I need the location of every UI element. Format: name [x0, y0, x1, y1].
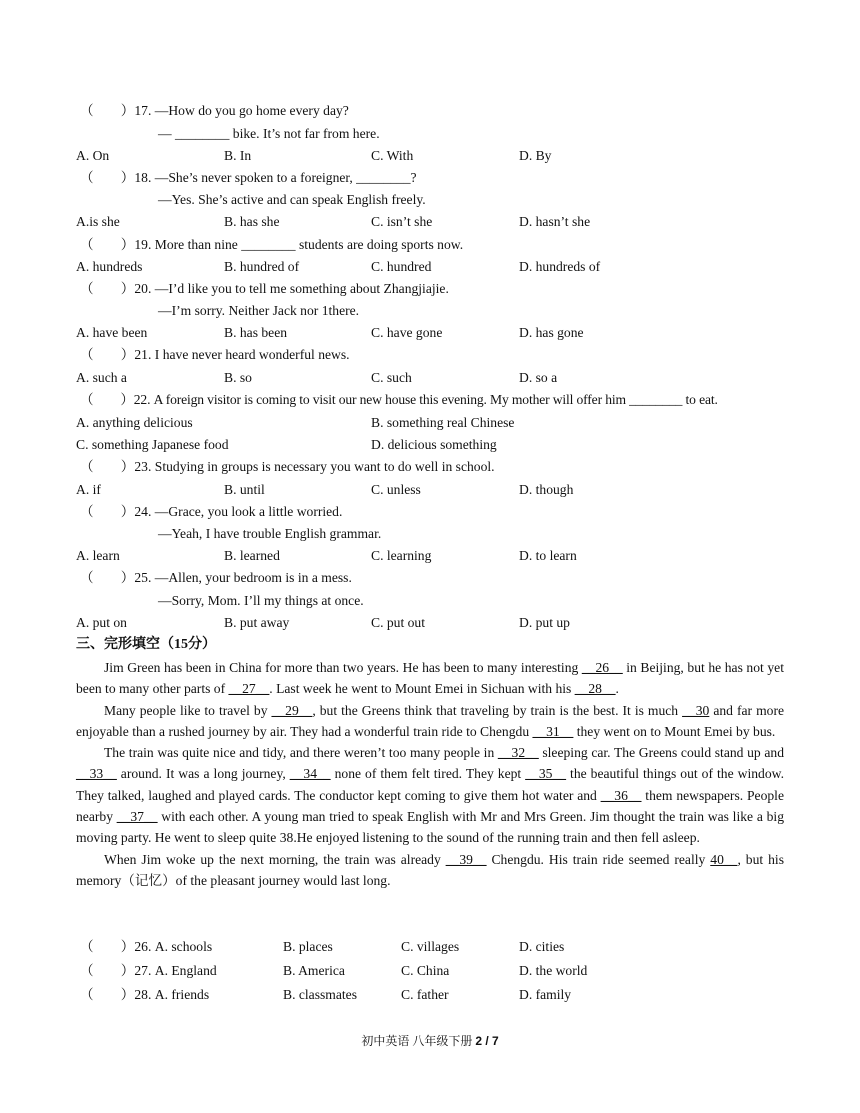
- question-23-stem: （ ）23. Studying in groups is necessary you want to do well in school.: [80, 459, 495, 474]
- footer-label: 初中英语 八年级下册: [361, 1034, 476, 1048]
- option-c: C. hundred: [371, 259, 432, 274]
- question-19-stem: （ ）19. More than nine ________ students are doing sports now.: [80, 237, 464, 252]
- option-b: B. In: [224, 148, 252, 163]
- option-d: D. to learn: [519, 548, 577, 563]
- option-d: D. delicious something: [371, 437, 497, 452]
- question-20-stem: （ ）20. —I’d like you to tell me something about Zhangjiajie.: [80, 281, 449, 296]
- option-a: A. such a: [76, 370, 127, 385]
- page-footer: [0, 1033, 860, 1049]
- text: , but the Greens think that traveling by train is the best. It is much: [312, 702, 683, 718]
- option-d: D. so a: [519, 370, 558, 385]
- question-18-stem: （ ）18. —She’s never spoken to a foreigner, ________?: [80, 170, 417, 185]
- text: they went on to Mount Emei by bus.: [573, 723, 776, 739]
- question-17-dialog: — ________ bike. It’s not far from here.: [158, 126, 380, 141]
- paragraph-3: [76, 742, 784, 848]
- question-24-dialog: —Yeah, I have trouble English grammar.: [158, 526, 382, 541]
- option-b: B. classmates: [283, 987, 357, 1002]
- option-d: D. has gone: [519, 325, 584, 340]
- blank-34: __34__: [289, 766, 331, 782]
- option-c: C. father: [401, 987, 449, 1002]
- text: . Last week he went to Mount Emei in Sichuan with his: [269, 681, 575, 697]
- blank-32: __32__: [497, 745, 539, 761]
- cloze-question-26: （ ）26. A. schools: [80, 939, 213, 954]
- cloze-question-28: （ ）28. A. friends: [80, 987, 210, 1002]
- text: in Beijing, but he has not yet been to many other parts of: [76, 660, 784, 697]
- option-c: C. China: [401, 963, 450, 978]
- blank-40: 40__: [710, 851, 738, 867]
- option-a: A. hundreds: [76, 259, 143, 274]
- cloze-question-27: （ ）27. A. England: [80, 963, 217, 978]
- text: with each other. A young man tried to speak English with Mr and Mrs Green. Jim thought the train was like a big moving party. He went to sleep quite 38.He enjoyed listening to the sound of the running train and then fell asleep.: [76, 809, 784, 846]
- text: them newspapers. People nearby: [76, 787, 784, 825]
- paragraph-4: [76, 849, 784, 892]
- question-18-dialog: —Yes. She’s active and can speak English freely.: [158, 192, 426, 207]
- question-21-stem: （ ）21. I have never heard wonderful news.: [80, 347, 350, 362]
- blank-36: __36__: [600, 787, 642, 803]
- option-c: C. isn’t she: [371, 214, 433, 229]
- blank-33: __33__: [76, 766, 117, 782]
- question-24-stem: （ ）24. —Grace, you look a little worried.: [80, 504, 343, 519]
- section-title: 三、完形填空（15分）: [76, 637, 216, 652]
- option-a: A. anything delicious: [76, 415, 193, 430]
- option-d: D. put up: [519, 615, 570, 630]
- text: , but his memory（记忆）of the pleasant journey would last long.: [76, 851, 784, 888]
- text: When Jim woke up the next morning, the train was already: [104, 851, 446, 867]
- paragraph-2: [76, 700, 784, 743]
- option-d: D. hasn’t she: [519, 214, 591, 229]
- text: Chengdu. His train ride seemed really: [486, 851, 711, 867]
- option-d: D. By: [519, 148, 552, 163]
- blank-29: __29__: [271, 702, 313, 718]
- option-d: D. hundreds of: [519, 259, 601, 274]
- text: .: [615, 681, 619, 697]
- cloze-passage: [76, 657, 784, 891]
- option-c: C. something Japanese food: [76, 437, 229, 452]
- option-d: D. the world: [519, 963, 588, 978]
- option-b: B. learned: [224, 548, 280, 563]
- option-a: A. On: [76, 148, 110, 163]
- paragraph-1: [76, 657, 784, 700]
- option-d: D. family: [519, 987, 572, 1002]
- blank-31: __31__: [532, 723, 574, 739]
- blank-26: __26__: [581, 660, 623, 675]
- option-d: D. cities: [519, 939, 565, 954]
- option-b: B. until: [224, 482, 265, 497]
- option-a: A. if: [76, 482, 101, 497]
- page-number: 2 / 7: [475, 1034, 499, 1048]
- blank-28: __28__: [574, 681, 616, 697]
- text: the beautiful things out of the window. They talked, laughed and played cards. The conductor kept coming to give them hot water and: [76, 766, 784, 803]
- blank-35: __35__: [525, 766, 567, 782]
- question-25-dialog: —Sorry, Mom. I’ll my things at once.: [158, 593, 364, 608]
- text: sleeping car. The Greens could stand up and: [538, 745, 784, 761]
- option-b: B. has been: [224, 325, 288, 340]
- question-25-stem: （ ）25. —Allen, your bedroom is in a mess.: [80, 570, 352, 585]
- text: Many people like to travel by: [104, 702, 272, 718]
- option-c: C. learning: [371, 548, 432, 563]
- option-c: C. have gone: [371, 325, 443, 340]
- option-b: B. places: [283, 939, 333, 954]
- option-a: A. learn: [76, 548, 120, 563]
- text: none of them felt tired. They kept: [330, 766, 526, 782]
- option-c: C. villages: [401, 939, 460, 954]
- option-d: D. though: [519, 482, 574, 497]
- text: Jim Green has been in China for more than two years. He has been to many interesting: [104, 660, 582, 675]
- option-a: A.is she: [76, 214, 120, 229]
- blank-30: __30: [682, 702, 710, 718]
- question-22-stem: （ ）22. A foreign visitor is coming to visit our new house this evening. My mother will offer him ________ to eat.: [80, 392, 718, 407]
- text: and far more enjoyable than a rushed journey by air. They had a wonderful train ride to Chengdu: [76, 702, 785, 739]
- option-c: C. put out: [371, 615, 426, 630]
- option-a: A. have been: [76, 325, 148, 340]
- question-20-dialog: —I’m sorry. Neither Jack nor 1there.: [158, 303, 360, 318]
- option-c: C. With: [371, 148, 414, 163]
- question-17-stem: （ ）17. —How do you go home every day?: [80, 103, 349, 118]
- text: The train was quite nice and tidy, and there weren’t too many people in: [104, 745, 498, 761]
- option-c: C. unless: [371, 482, 421, 497]
- option-b: B. America: [283, 963, 345, 978]
- option-b: B. something real Chinese: [371, 415, 515, 430]
- blank-39: __39__: [445, 851, 487, 867]
- blank-27: __27__: [228, 681, 270, 697]
- option-a: A. put on: [76, 615, 127, 630]
- blank-37: __37__: [116, 809, 158, 825]
- option-b: B. put away: [224, 615, 290, 630]
- option-b: B. hundred of: [224, 259, 300, 274]
- option-b: B. so: [224, 370, 252, 385]
- text: around. It was a long journey,: [116, 766, 290, 782]
- option-c: C. such: [371, 370, 412, 385]
- option-b: B. has she: [224, 214, 280, 229]
